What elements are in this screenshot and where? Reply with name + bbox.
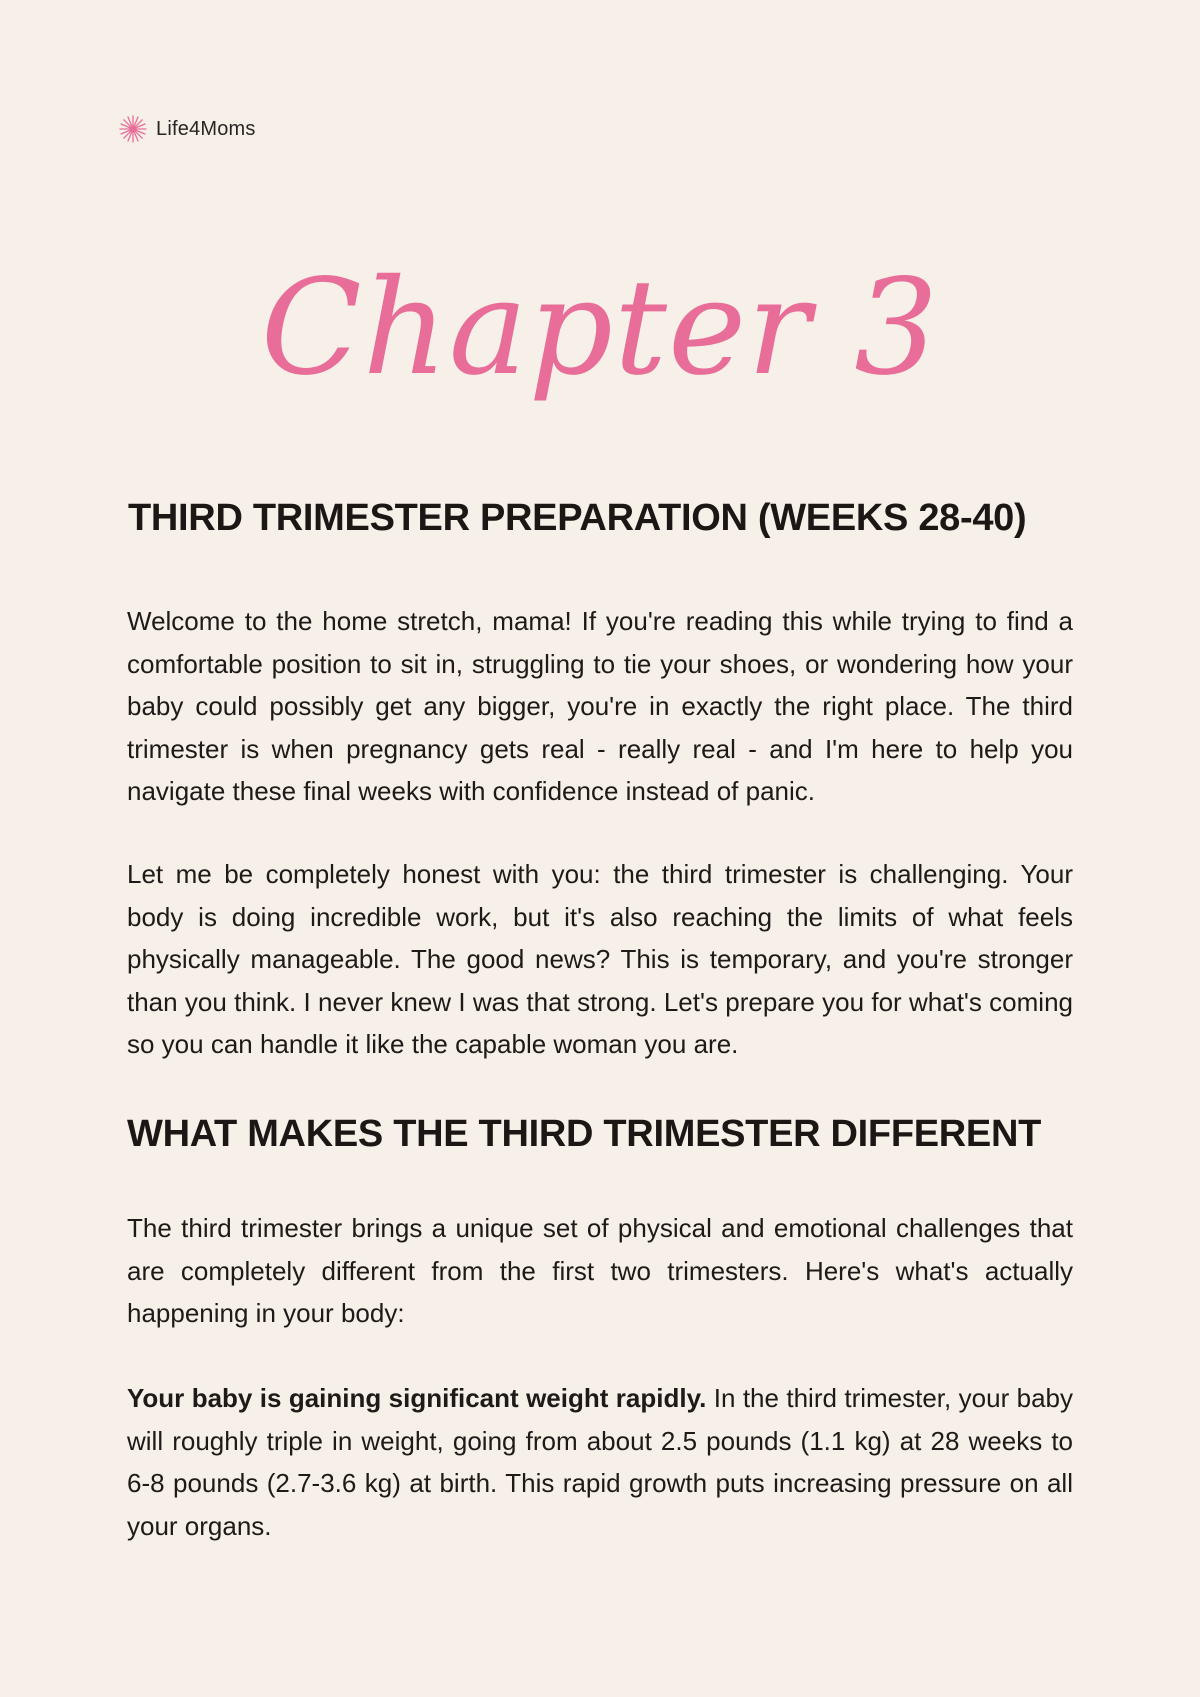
- body-paragraph-baby-weight: [127, 1377, 1073, 1547]
- brand-name: Life4Moms: [156, 117, 256, 140]
- intro-paragraph-honest: Let me be completely honest with you: the third trimester is challenging. Your body is doing incredible work, but it's also reaching the limits of what feels physically manageable. The good news? This is temporary, and you're stronger than you think. I never knew I was that strong. Let's prepare you for what's coming so you can handle it like the capable woman you are.: [127, 859, 1073, 1059]
- baby-weight-lead: Your baby is gaining significant weight rapidly.: [127, 1383, 707, 1413]
- body-paragraph-challenges: The third trimester brings a unique set of physical and emotional challenges that are completely different from the first two trimesters. Here's what's actually happening in your body:: [127, 1213, 1073, 1328]
- intro-paragraph-welcome: Welcome to the home stretch, mama! If you're reading this while trying to find a comfortable position to sit in, struggling to tie your shoes, or wondering how your baby could possibly get any bigger, you're in exactly the right place. The third trimester is when pregnancy gets real - really real - and I'm here to help you navigate these final weeks with confidence instead of panic.: [127, 606, 1073, 806]
- chapter-title: Chapter 3: [260, 251, 940, 405]
- brand-header: [118, 114, 256, 144]
- section-heading-what-makes-different: WHAT MAKES THE THIRD TRIMESTER DIFFERENT: [127, 1113, 1042, 1155]
- baby-weight-text: In the third trimester, your baby will roughly triple in weight, going from about 2.5 pounds (1.1 kg) at 28 weeks to 6-8 pounds (2.7-3.6 kg) at birth. This rapid growth puts increasing pressure on all your organs.: [127, 1383, 1073, 1541]
- section-heading-third-trimester: THIRD TRIMESTER PREPARATION (WEEKS 28-40): [128, 497, 1027, 539]
- starburst-icon: [118, 114, 148, 144]
